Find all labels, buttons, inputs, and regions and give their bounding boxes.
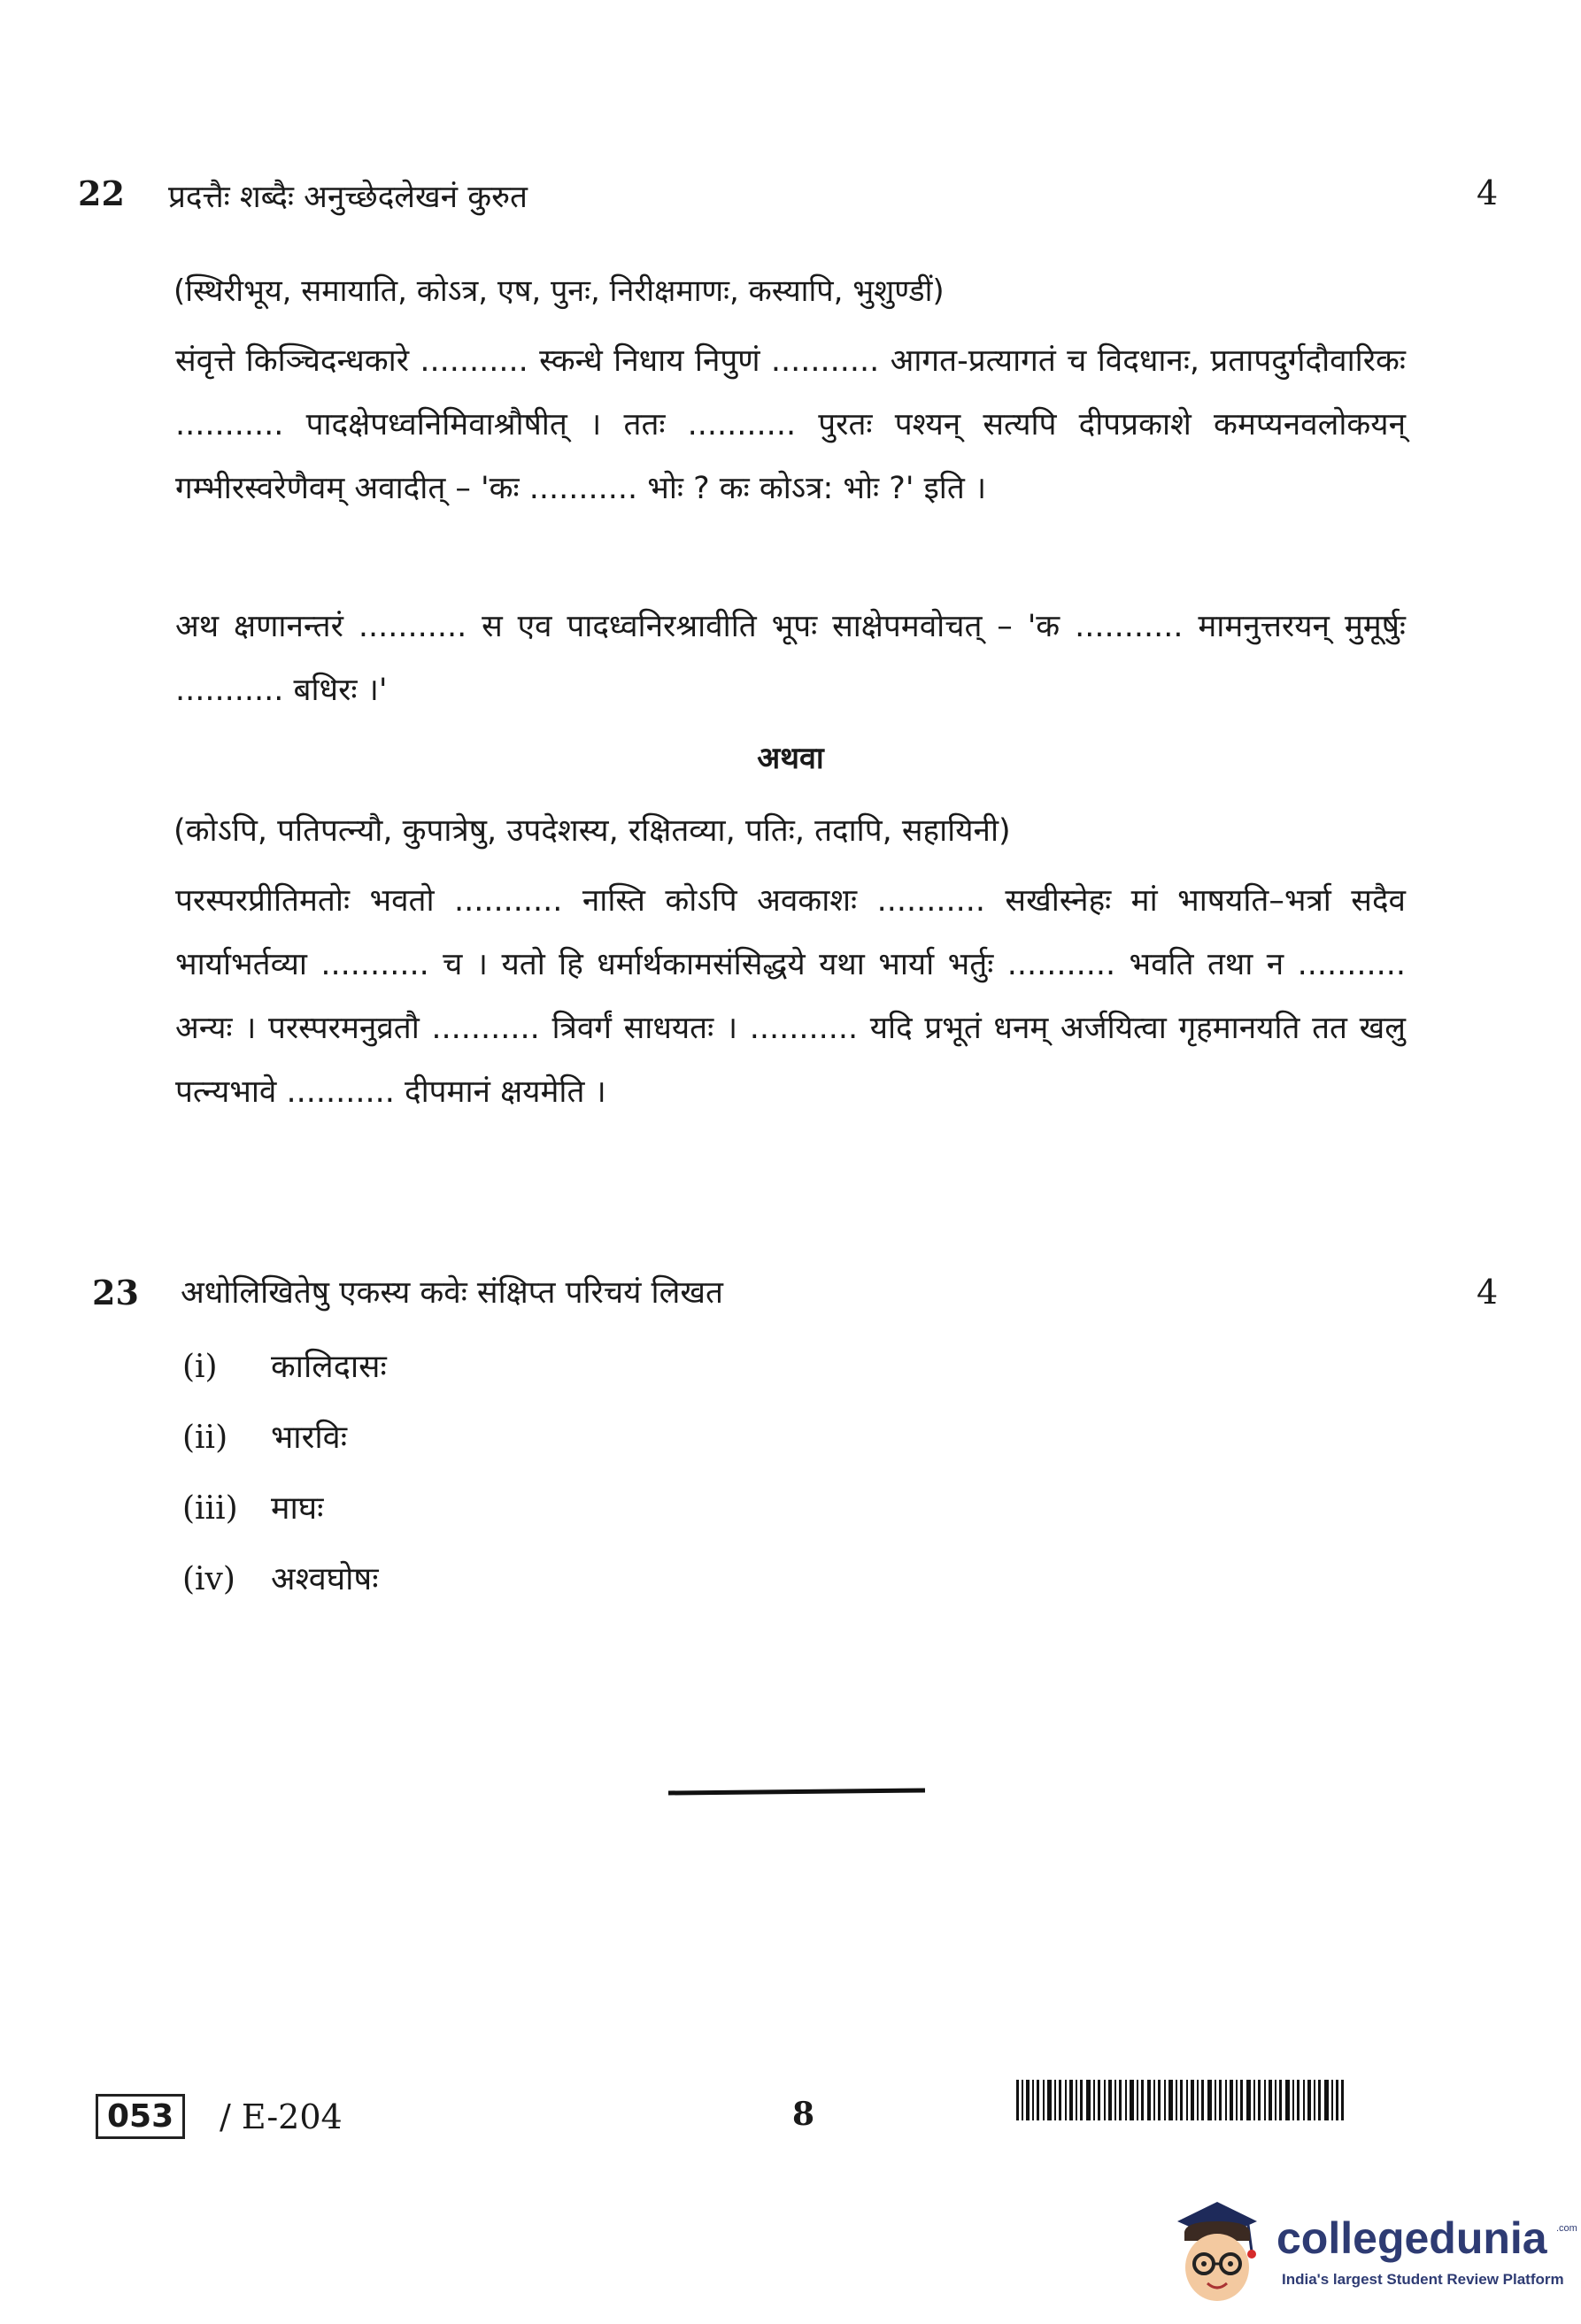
question-22-instruction: प्रदत्तैः शब्दैः अनुच्छेदलेखनं कुरुत [168,180,528,215]
question-22-passage-a: संवृत्ते किञ्चिदन्धकारे ........... स्कन्धे निधाय निपुणं ........... आगत-प्रत्यागतं च विदधानः, प्रतापदुर्गदौवारिकः ........... पादक्षेपध्वनिमिवाश्रौषीत् । ततः ........... पुरतः पश्यन् सत्यपि दीपप्रकाशे कमप्यनवलोकयन् गम्भीरस्वरेणैवम् अवादीत् – 'कः ........... भोः ? कः कोऽत्र: भोः ?' इति । [175,343,1406,506]
option-number: (iii) [182,1490,238,1527]
brand-tagline: India's largest Student Review Platform [1282,2271,1564,2288]
option-iv [182,1556,379,1599]
student-mascot-icon [1160,2186,1275,2310]
watermark-stamp [460,655,502,692]
question-23-instruction: अधोलिखितेषु एकस्य कवेः संक्षिप्त परिचयं लिखत [181,1275,723,1311]
collegedunia-brand [1160,2186,1576,2319]
option-text: अश्वघोषः [271,1561,379,1597]
option-text: माघः [271,1490,324,1527]
option-iii [182,1485,323,1528]
question-23-number: 23 [92,1273,139,1312]
option-number: (iv) [182,1561,235,1597]
end-of-section-rule [668,1788,925,1795]
brand-name: collegedunia [1276,2213,1547,2263]
paper-series: / E-204 [220,2097,343,2136]
option-i [182,1343,387,1387]
option-text: कालिदासः [271,1349,387,1385]
page-number: 8 [792,2096,815,2133]
option-number: (ii) [182,1420,228,1456]
barcode-icon [1016,2080,1344,2120]
question-22-passage-a-continued: अथ क्षणानन्तरं ........... स एव पादध्वनिरश्रावीति भूपः साक्षेपमवोचत् – 'क ........... मामनुत्तरयन् मुमूर्षुः ........... बधिरः ।' [175,609,1406,708]
question-22-passage-b: परस्परप्रीतिमतोः भवतो ........... नास्ति कोऽपि अवकाशः ........... सखीस्नेहः मां भाषयति–भर्त्रा सदैव भार्याभर्तव्या ........... च । यतो हि धर्मार्थकामसंसिद्धये यथा भार्या भर्तुः ........... भवति तथा न ........... अन्यः । परस्परमनुव्रतौ ........... त्रिवर्गं साधयतः । ........... यदि प्रभूतं धनम् अर्जयित्वा गृहमानयति तत खलु पत्न्यभावे ........... दीपमानं क्षयमेति । [175,883,1406,1110]
option-ii [182,1414,347,1458]
brand-domain-suffix: .com [1556,2223,1577,2234]
option-number: (i) [182,1349,218,1385]
question-22-word-list-a: (स्थिरीभूय, समायाति, कोऽत्र, एष, पुनः, निरीक्षमाणः, कस्यापि, भुशुण्डीं) [174,273,945,309]
or-heading: अथवा [757,741,824,776]
question-22-word-list-b: (कोऽपि, पतिपत्न्यौ, कुपात्रेषु, उपदेशस्य, रक्षितव्या, पतिः, तदापि, सहायिनी) [174,813,1011,849]
question-22-marks: 4 [1477,173,1499,212]
subject-code-box: 053 [96,2094,185,2139]
option-text: भारविः [271,1420,347,1456]
question-23-marks: 4 [1477,1273,1499,1312]
question-22-number: 22 [78,173,125,213]
